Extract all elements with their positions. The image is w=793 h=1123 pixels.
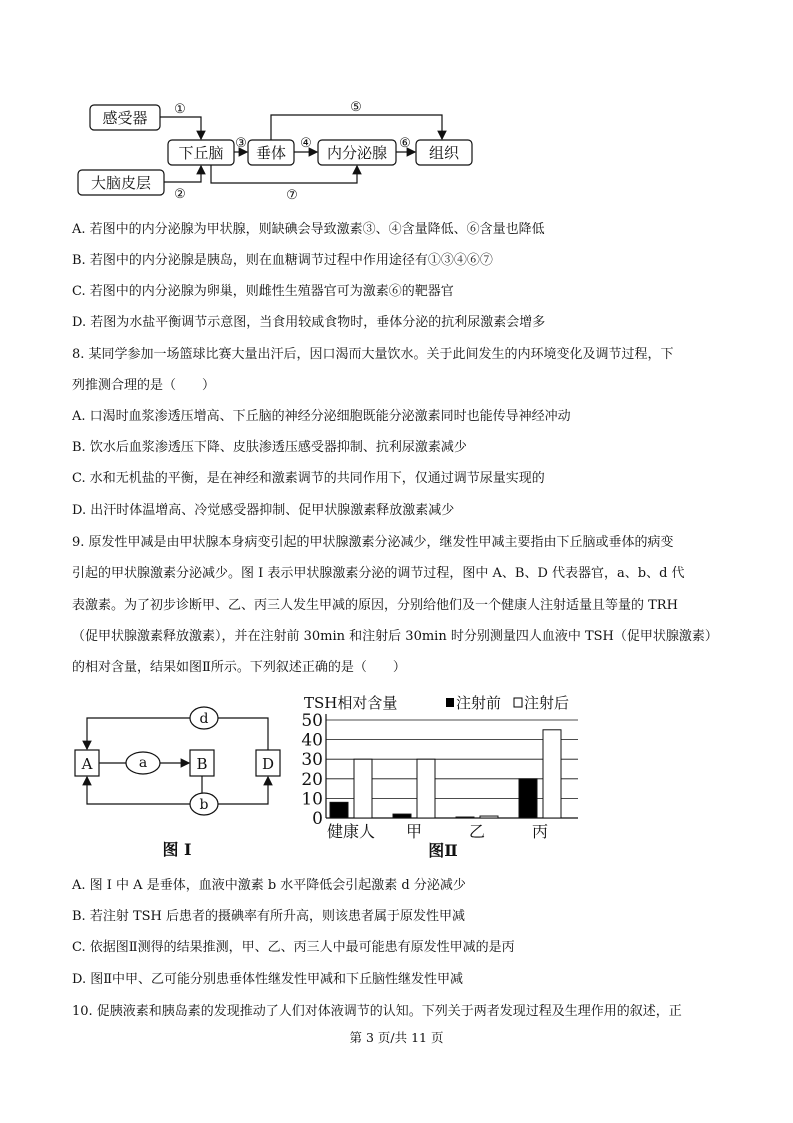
figure-1-caption: 图 I xyxy=(162,840,192,859)
tsh-bar-chart xyxy=(300,690,585,865)
y-tick-label: 10 xyxy=(301,789,323,810)
bar-before xyxy=(393,814,411,818)
path-7: ⑦ xyxy=(286,188,298,203)
q9-stem-line1: 9. 原发性甲减是由甲状腺本身病变引起的甲状腺激素分泌减少，继发性甲减主要指由下丘脑或垂体的病变 xyxy=(72,535,674,550)
figure-2-caption: 图Ⅱ xyxy=(428,841,458,860)
bar-after xyxy=(354,759,372,818)
q9-stem-line4: （促甲状腺激素释放激素），并在注射前 30min 和注射后 30min 时分别测量四人血液中 TSH（促甲状腺激素） xyxy=(72,629,718,644)
path-4: ④ xyxy=(300,136,312,151)
page-footer: 第 3 页/共 11 页 xyxy=(349,1030,444,1045)
hormone-a: a xyxy=(138,755,148,771)
path-6: ⑥ xyxy=(399,136,411,151)
organ-a: A xyxy=(81,755,93,773)
q9-option-d: D. 图Ⅱ中甲、乙可能分别患垂体性继发性甲减和下丘脑性继发性甲减 xyxy=(72,972,464,987)
q8-option-b: B. 饮水后血浆渗透压下降、皮肤渗透压感受器抑制、抗利尿激素减少 xyxy=(72,440,467,455)
bar-after xyxy=(543,730,561,818)
bar-before xyxy=(456,817,474,818)
q8-option-d: D. 出汗时体温增高、冷觉感受器抑制、促甲状腺激素释放激素减少 xyxy=(72,503,455,518)
path-5: ⑤ xyxy=(350,100,362,115)
cortex-label: 大脑皮层 xyxy=(90,174,152,192)
q9-option-a: A. 图 I 中 A 是垂体，血液中激素 b 水平降低会引起激素 d 分泌减少 xyxy=(72,878,466,893)
receptor-label: 感受器 xyxy=(102,109,148,127)
q7-option-a: A. 若图中的内分泌腺为甲状腺，则缺碘会导致激素③、④含量降低、⑥含量也降低 xyxy=(72,222,545,237)
q9-stem-line2: 引起的甲状腺激素分泌减少。图 I 表示甲状腺激素分泌的调节过程，图中 A、B、D 代表器官，a、b、d 代 xyxy=(72,566,685,581)
q9-option-c: C. 依据图Ⅱ测得的结果推测，甲、乙、丙三人中最可能患有原发性甲减的是丙 xyxy=(72,940,515,955)
legend-after-label: 注射后 xyxy=(524,694,570,712)
bar-after xyxy=(417,759,435,818)
organ-b: B xyxy=(196,755,208,773)
q8-option-a: A. 口渴时血浆渗透压增高、下丘脑的神经分泌细胞既能分泌激素同时也能传导神经冲动 xyxy=(72,409,571,424)
pituitary-label: 垂体 xyxy=(255,144,287,162)
y-tick-label: 40 xyxy=(301,730,323,751)
bar-before xyxy=(330,802,348,818)
x-category-label: 丙 xyxy=(531,822,549,841)
legend-before-label: 注射前 xyxy=(456,694,502,712)
path-2: ② xyxy=(174,187,186,202)
q7-option-b: B. 若图中的内分泌腺是胰岛，则在血糖调节过程中作用途径有①③④⑥⑦ xyxy=(72,253,493,268)
tissue-label: 组织 xyxy=(428,144,460,162)
x-category-label: 甲 xyxy=(405,822,423,841)
path-1: ① xyxy=(174,102,186,117)
q8-stem-line1: 8. 某同学参加一场篮球比赛大量出汗后，因口渴而大量饮水。关于此间发生的内环境变化及调节过程，下 xyxy=(72,347,674,362)
gland-label: 内分泌腺 xyxy=(326,144,388,162)
chart-title: TSH相对含量 xyxy=(304,694,398,712)
hormone-b: b xyxy=(199,797,209,813)
legend-after-swatch xyxy=(514,698,522,707)
figure-1-diagram xyxy=(70,700,290,865)
regulation-diagram xyxy=(70,95,490,205)
hormone-d: d xyxy=(199,711,209,727)
y-tick-label: 50 xyxy=(301,711,323,731)
q9-stem-line3: 表激素。为了初步诊断甲、乙、丙三人发生甲减的原因，分别给他们及一个健康人注射适量且等量的 TRH xyxy=(72,598,678,613)
legend-before-swatch xyxy=(446,698,454,707)
q8-stem-line2: 列推测合理的是（ ） xyxy=(72,378,216,393)
x-category-label: 乙 xyxy=(468,822,486,841)
q8-option-c: C. 水和无机盐的平衡，是在神经和激素调节的共同作用下，仅通过调节尿量实现的 xyxy=(72,471,545,486)
q7-option-d: D. 若图为水盐平衡调节示意图，当食用较咸食物时，垂体分泌的抗利尿激素会增多 xyxy=(72,315,546,330)
y-tick-label: 30 xyxy=(301,750,323,771)
q10-stem: 10. 促胰液素和胰岛素的发现推动了人们对体液调节的认知。下列关于两者发现过程及生理作用的叙述，正 xyxy=(72,1004,682,1019)
organ-d: D xyxy=(261,755,275,773)
bar-before xyxy=(519,779,537,818)
q7-option-c: C. 若图中的内分泌腺为卵巢，则雌性生殖器官可为激素⑥的靶器官 xyxy=(72,284,454,299)
y-tick-label: 20 xyxy=(301,769,323,790)
x-category-label: 健康人 xyxy=(326,822,376,841)
bar-after xyxy=(480,816,498,818)
q9-stem-line5: 的相对含量，结果如图Ⅱ所示。下列叙述正确的是（ ） xyxy=(72,660,406,675)
y-tick-label: 0 xyxy=(312,809,323,829)
hypothalamus-label: 下丘脑 xyxy=(178,144,224,162)
q9-option-b: B. 若注射 TSH 后患者的摄碘率有所升高，则该患者属于原发性甲减 xyxy=(72,909,465,924)
path-3: ③ xyxy=(235,136,247,151)
